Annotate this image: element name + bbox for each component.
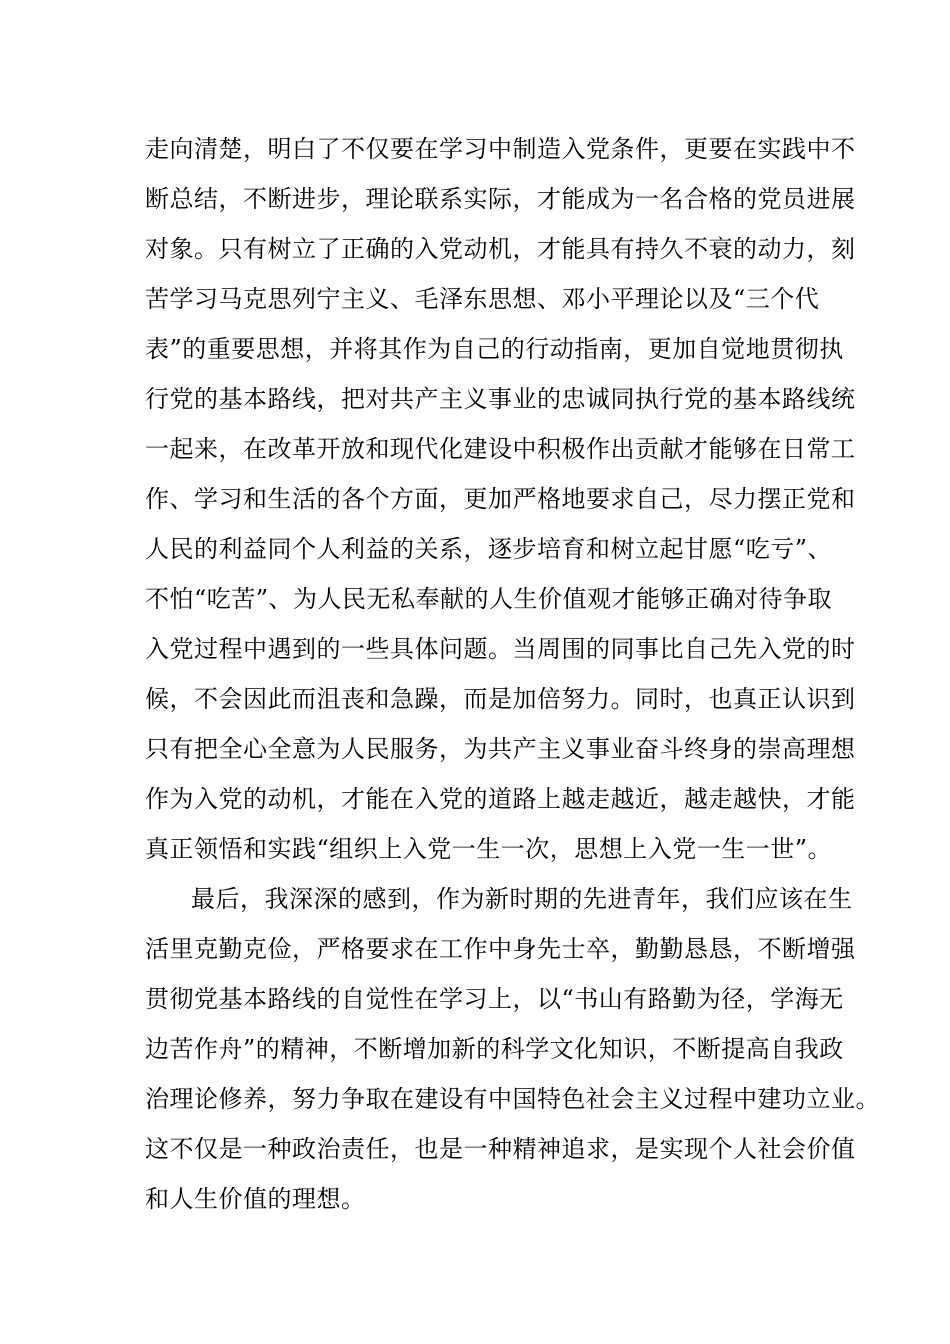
body-text	[145, 124, 880, 1224]
text-line: 治理论修养，努力争取在建设有中国特色社会主义过程中建功立业。	[145, 1085, 880, 1113]
text-line: 人民的利益同个人利益的关系，逐步培育和树立起甘愿“吃亏”、	[145, 535, 833, 563]
paragraph-start-line: 最后，我深深的感到，作为新时期的先进青年，我们应该在生	[191, 885, 853, 913]
text-line: 贯彻党基本路线的自觉性在学习上，以“书山有路勤为径，学海无	[145, 985, 844, 1013]
text-line: 一起来，在改革开放和现代化建设中积极作出贡献才能够在日常工	[145, 435, 856, 463]
text-line: 走向清楚，明白了不仅要在学习中制造入党条件，更要在实践中不	[145, 135, 856, 163]
text-line: 断总结，不断进步，理论联系实际，才能成为一名合格的党员进展	[145, 185, 856, 213]
text-line: 不怕“吃苦”、为人民无私奉献的人生价值观才能够正确对待争取	[145, 585, 833, 613]
text-line: 活里克勤克俭，严格要求在工作中身先士卒，勤勤恳恳，不断增强	[145, 935, 856, 963]
text-line: 这不仅是一种政治责任，也是一种精神追求，是实现个人社会价值	[145, 1135, 856, 1163]
text-line: 边苦作舟”的精神，不断增加新的科学文化知识，不断提高自我政	[145, 1035, 844, 1063]
text-line: 行党的基本路线，把对共产主义事业的忠诚同执行党的基本路线统	[145, 385, 856, 413]
text-line: 表”的重要思想，并将其作为自己的行动指南，更加自觉地贯彻执	[145, 335, 844, 363]
text-line: 对象。只有树立了正确的入党动机，才能具有持久不衰的动力，刻	[145, 235, 856, 263]
text-line: 入党过程中遇到的一些具体问题。当周围的同事比自己先入党的时	[145, 635, 856, 663]
text-line: 作为入党的动机，才能在入党的道路上越走越近，越走越快，才能	[145, 785, 856, 813]
text-line: 和人生价值的理想。	[145, 1185, 366, 1213]
text-line: 只有把全心全意为人民服务，为共产主义事业奋斗终身的崇高理想	[145, 735, 856, 763]
text-line: 候，不会因此而沮丧和急躁，而是加倍努力。同时，也真正认识到	[145, 685, 856, 713]
text-line: 真正领悟和实践“组织上入党一生一次，思想上入党一生一世”。	[145, 835, 833, 863]
text-line: 作、学习和生活的各个方面，更加严格地要求自己，尽力摆正党和	[145, 485, 856, 513]
text-line: 苦学习马克思列宁主义、毛泽东思想、邓小平理论以及“三个代	[145, 285, 820, 313]
